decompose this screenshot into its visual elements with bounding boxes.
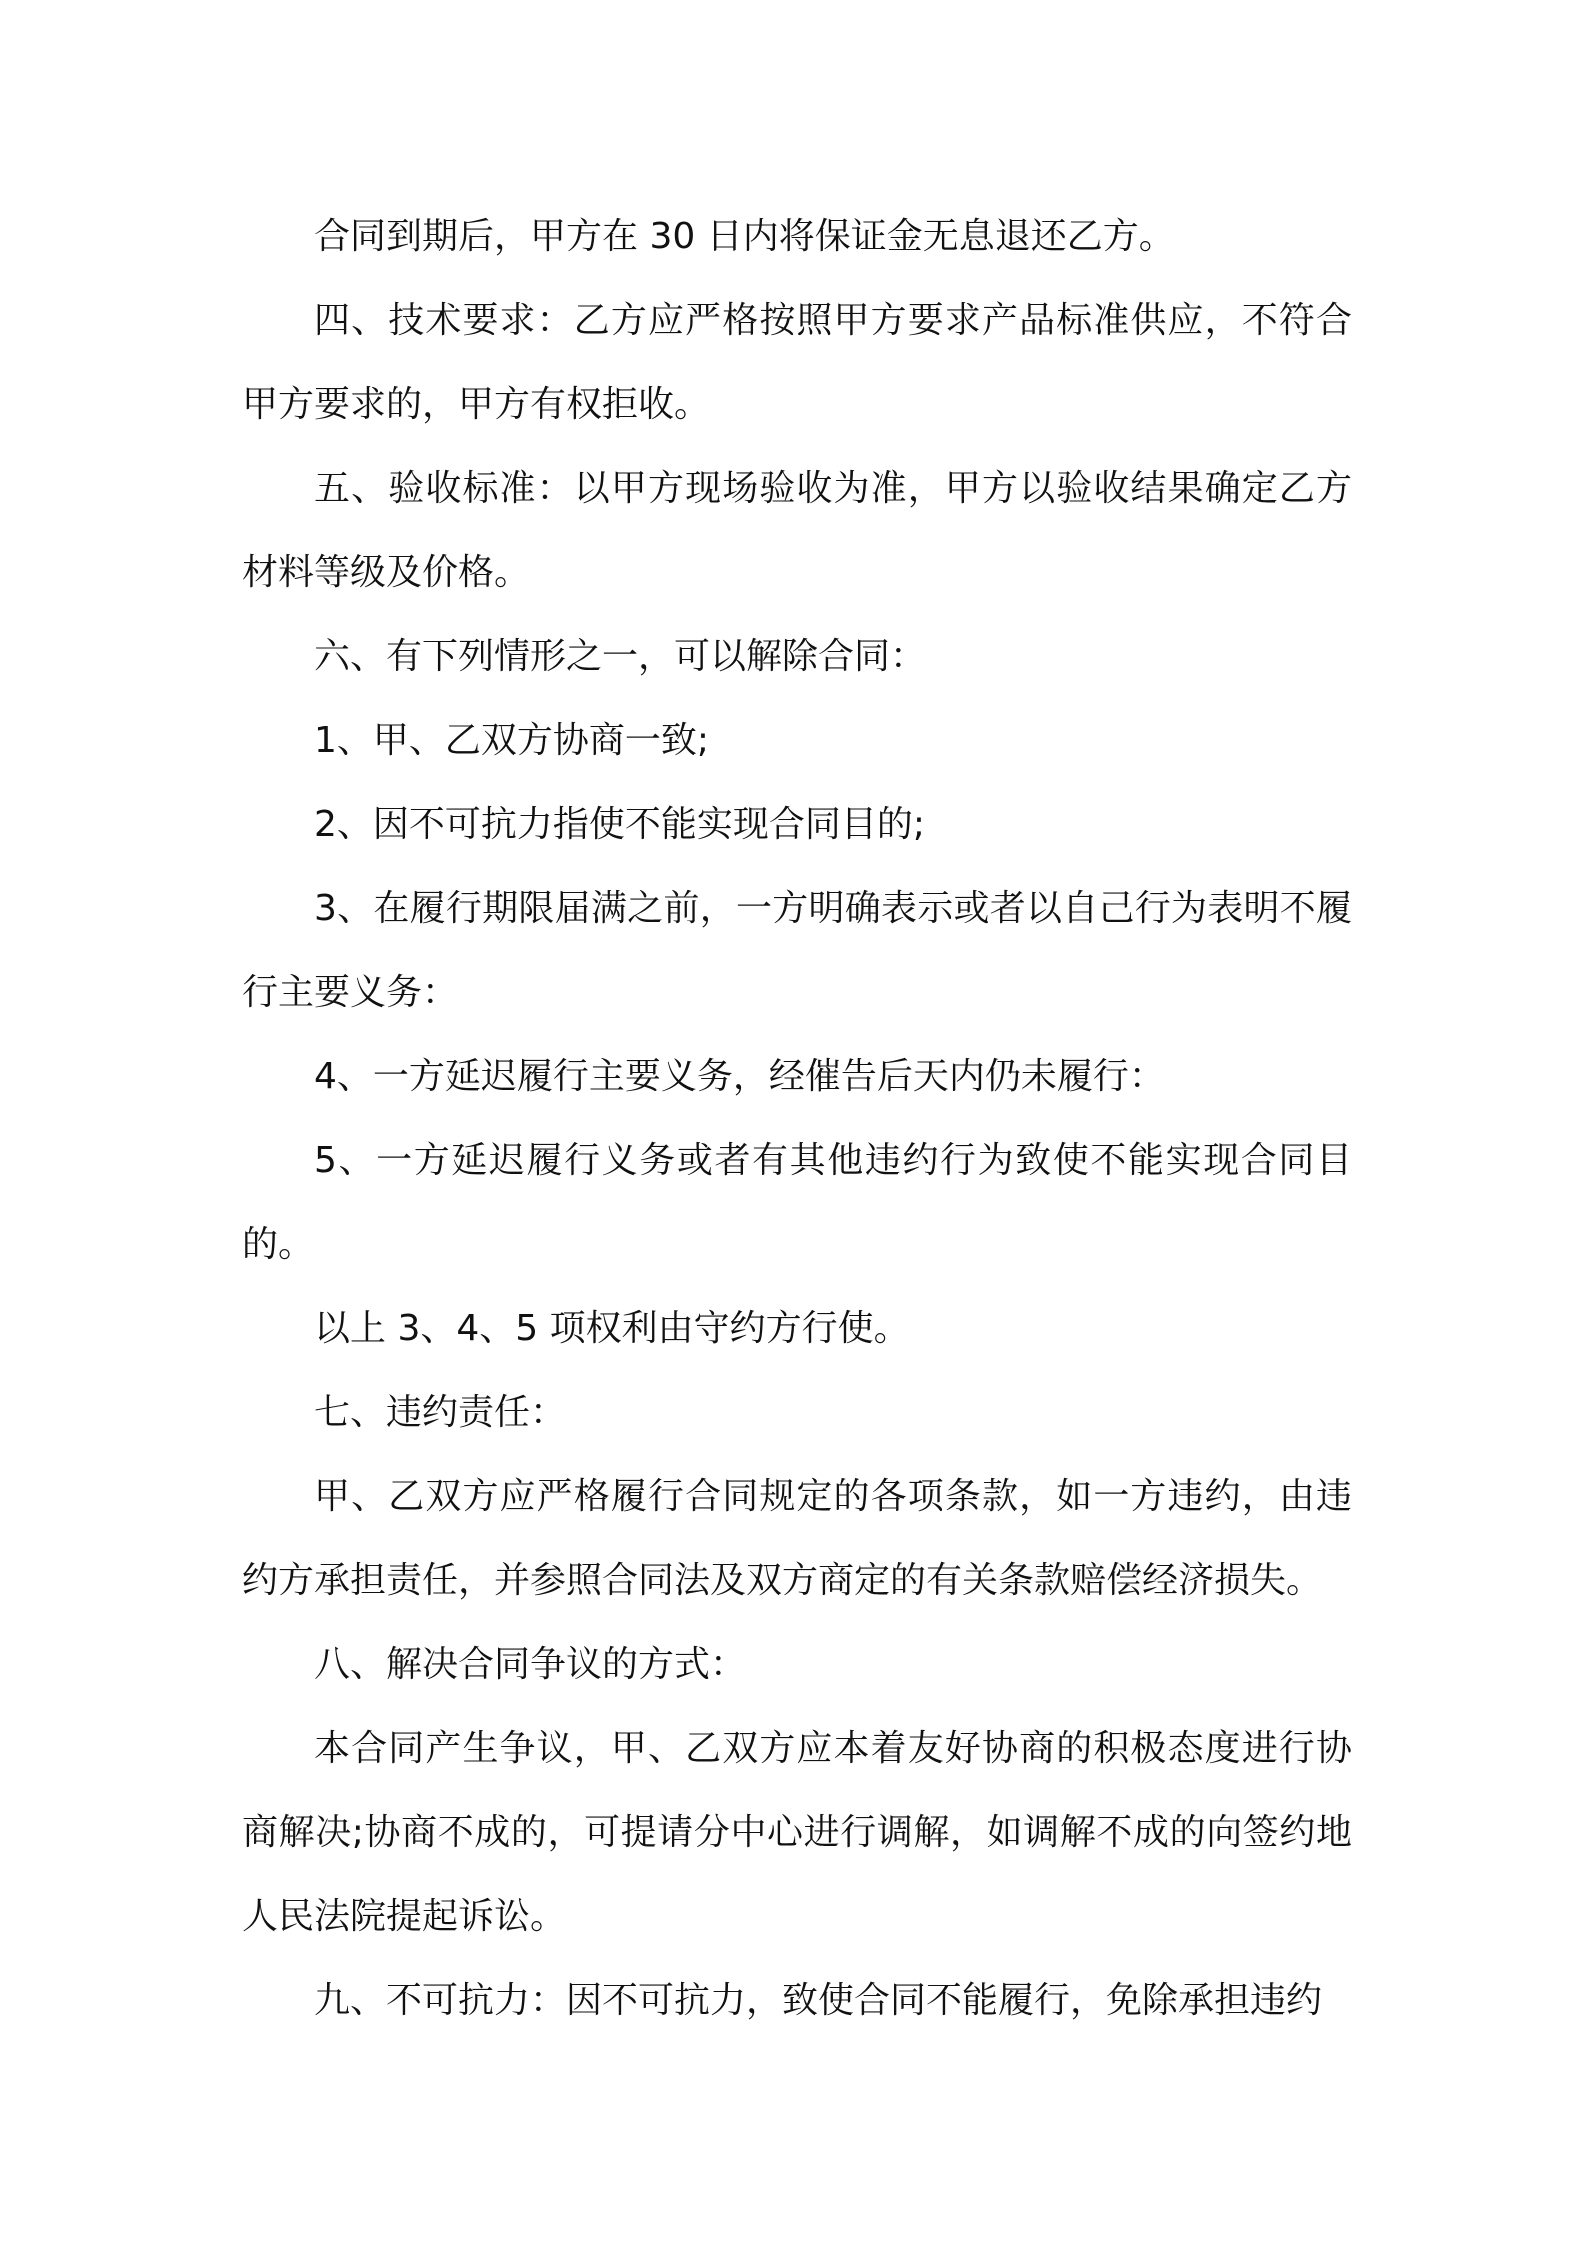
paragraph-acceptance-standard: 五、验收标准：以甲方现场验收为准，甲方以验收结果确定乙方材料等级及价格。 — [242, 468, 1352, 593]
paragraph-force-majeure: 九、不可抗力：因不可抗力，致使合同不能履行，免除承担违约 — [314, 1980, 1323, 2021]
paragraph-dispute-heading: 八、解决合同争议的方式： — [314, 1644, 747, 1685]
document-body — [242, 195, 1352, 2043]
paragraph-liability-heading: 七、违约责任： — [314, 1392, 567, 1433]
paragraph-termination-item-1: 1、甲、乙双方协商一致; — [314, 720, 710, 761]
paragraph-termination-item-4: 4、一方延迟履行主要义务，经催告后天内仍未履行： — [314, 1056, 1165, 1097]
paragraph-technical-requirements: 四、技术要求：乙方应严格按照甲方要求产品标准供应，不符合甲方要求的，甲方有权拒收。 — [242, 300, 1352, 425]
paragraph-termination-heading: 六、有下列情形之一，可以解除合同： — [314, 636, 927, 677]
paragraph-termination-item-2: 2、因不可抗力指使不能实现合同目的; — [314, 804, 926, 845]
paragraph-deposit-refund: 合同到期后，甲方在 30 日内将保证金无息退还乙方。 — [314, 216, 1175, 257]
paragraph-termination-rights: 以上 3、4、5 项权利由守约方行使。 — [314, 1308, 910, 1349]
paragraph-dispute-body: 本合同产生争议，甲、乙双方应本着友好协商的积极态度进行协商解决;协商不成的，可提请分中心进行调解，如调解不成的向签约地人民法院提起诉讼。 — [242, 1728, 1352, 1937]
paragraph-termination-item-3: 3、在履行期限届满之前，一方明确表示或者以自己行为表明不履行主要义务： — [242, 888, 1352, 1013]
paragraph-termination-item-5: 5、一方延迟履行义务或者有其他违约行为致使不能实现合同目的。 — [242, 1140, 1352, 1265]
paragraph-liability-body: 甲、乙双方应严格履行合同规定的各项条款，如一方违约，由违约方承担责任，并参照合同法及双方商定的有关条款赔偿经济损失。 — [242, 1476, 1352, 1601]
